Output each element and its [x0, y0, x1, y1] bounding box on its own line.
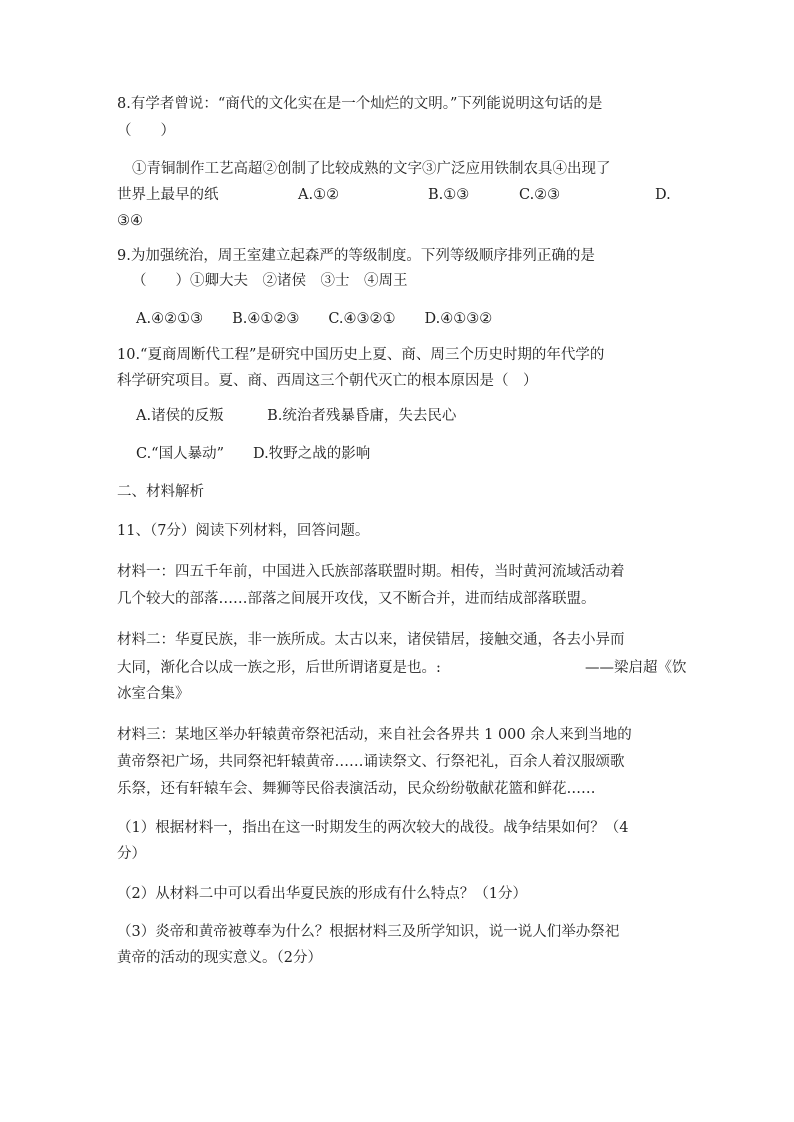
- q10-stem-line2: 科学研究项目。夏、商、西周这三个朝代灭亡的根本原因是（ ）: [117, 373, 538, 389]
- sub-question-1-line1: （1）根据材料一，指出在这一时期发生的两次较大的战役。战争结果如何？（4: [117, 820, 629, 836]
- q8-option-a: A.①②: [298, 187, 340, 203]
- material3-line3: 乐祭，还有轩辕车会、舞狮等民俗表演活动，民众纷纷敬献花篮和鲜花……: [117, 781, 596, 797]
- material3-line1: 材料三：某地区举办轩辕黄帝祭祀活动，来自社会各界共 1 000 余人来到当地的: [117, 727, 632, 743]
- sub-question-1-line2: 分）: [117, 846, 146, 862]
- sub-question-3-line2: 黄帝的活动的现实意义。（2分）: [117, 950, 322, 966]
- q8-statements-line1: ①青铜制作工艺高超②创制了比较成熟的文字③广泛应用铁制农具④出现了: [132, 161, 611, 177]
- q10-options-line2: C.“国人暴动” D.牧野之战的影响: [136, 446, 371, 462]
- q8-option-b: B.①③: [428, 187, 470, 203]
- q11-header: 11、（7分）阅读下列材料，回答问题。: [117, 523, 370, 539]
- q8-option-c: C.②③: [519, 187, 561, 203]
- sub-question-2: （2）从材料二中可以看出华夏民族的形成有什么特点？（1分）: [117, 886, 527, 902]
- material2-line3: 冰室合集》: [117, 686, 190, 702]
- material2-line1: 材料二：华夏民族，非一族所成。太古以来，诸侯错居，接触交通，各去小异而: [117, 632, 625, 648]
- q9-stem-line2: （ ）①卿大夫 ②诸侯 ③士 ④周王: [132, 273, 408, 289]
- q10-options-line1: A.诸侯的反叛 B.统治者残暴昏庸，失去民心: [136, 408, 457, 424]
- q8-stem-line2: （ ）: [117, 123, 175, 139]
- q8-option-d: D.: [655, 187, 671, 203]
- material1-line1: 材料一：四五千年前，中国进入氏族部落联盟时期。相传，当时黄河流域活动着: [117, 564, 625, 580]
- q9-options: A.④②①③ B.④①②③ C.④③②① D.④①③②: [136, 311, 493, 327]
- q8-stem-line1: 8.有学者曾说：“商代的文化实在是一个灿烂的文明。”下列能说明这句话的是: [117, 96, 603, 112]
- material2-line2a: 大同，渐化合以成一族之形，后世所谓诸夏是也。:: [117, 660, 441, 676]
- q9-stem-line1: 9.为加强统治，周王室建立起森严的等级制度。下列等级顺序排列正确的是: [117, 248, 595, 264]
- section2-title: 二、材料解析: [117, 484, 204, 500]
- q10-stem-line1: 10.“夏商周断代工程”是研究中国历史上夏、商、周三个历史时期的年代学的: [117, 347, 605, 363]
- q8-option-d-cont: ③④: [117, 213, 143, 229]
- material1-line2: 几个较大的部落……部落之间展开攻伐，又不断合并，进而结成部落联盟。: [117, 591, 596, 607]
- material2-attribution: ——梁启超《饮: [585, 660, 687, 676]
- q8-statements-line2: 世界上最早的纸: [117, 187, 219, 203]
- material3-line2: 黄帝祭祀广场，共同祭祀轩辕黄帝……诵读祭文、行祭祀礼，百余人着汉服颂歌: [117, 754, 625, 770]
- sub-question-3-line1: （3）炎帝和黄帝被尊奉为什么？根据材料三及所学知识，说一说人们举办祭祀: [117, 924, 620, 940]
